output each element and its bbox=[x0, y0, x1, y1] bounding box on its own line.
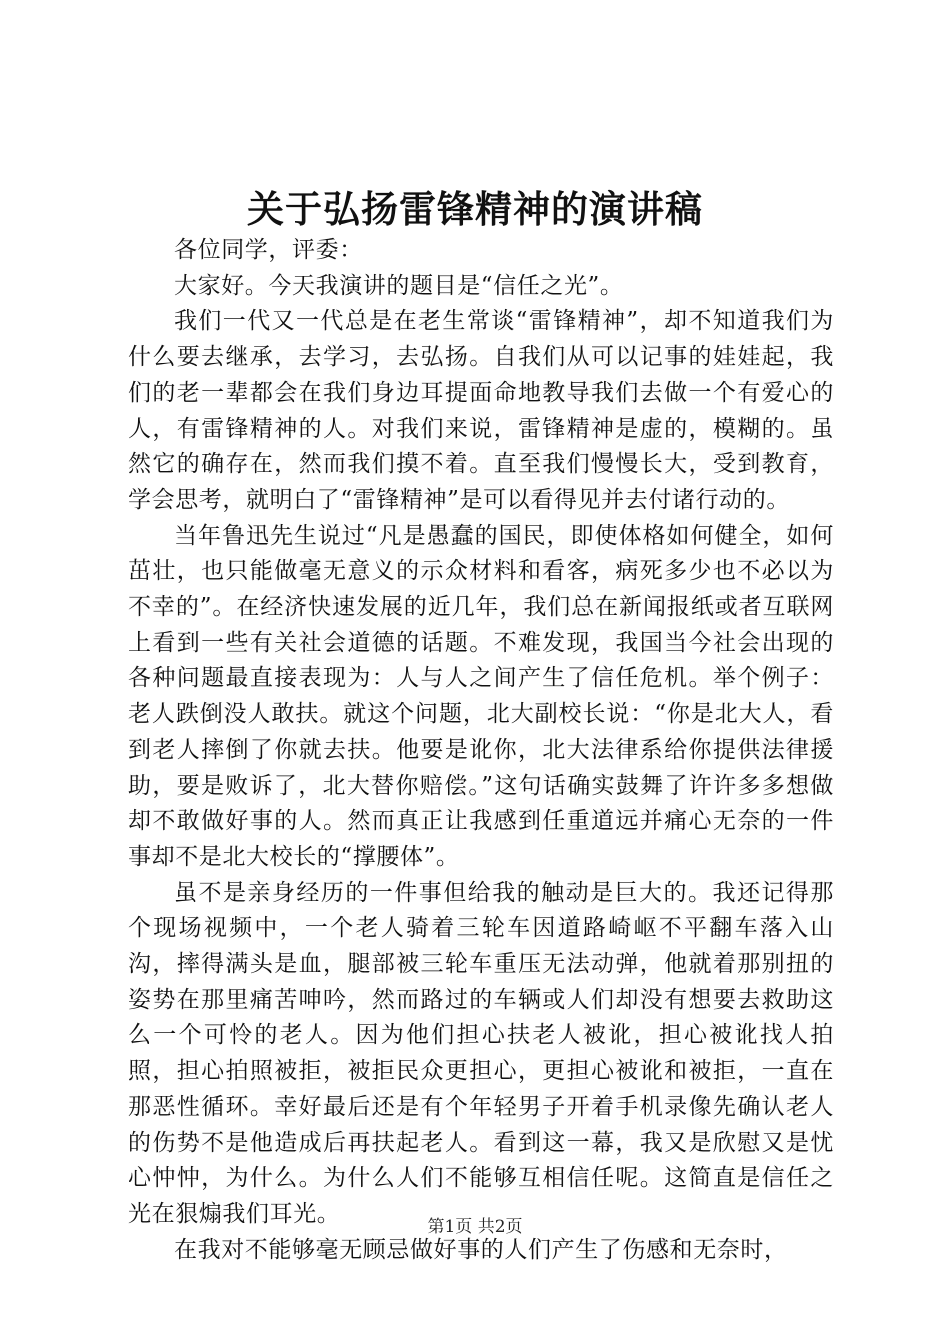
paragraph: 我们一代又一代总是在老生常谈“雷锋精神”，却不知道我们为什么要去继承，去学习，去弘扬。自我们从可以记事的娃娃起，我们的老一辈都会在我们身边耳提面命地教导我们去做一个有爱心的人，有雷锋精神的人。对我们来说，雷锋精神是虚的，模糊的。虽然它的确存在，然而我们摸不着。直至我们慢慢长大，受到教育，学会思考，就明白了“雷锋精神”是可以看得见并去付诸行动的。 bbox=[128, 308, 834, 513]
document-title: 关于弘扬雷锋精神的演讲稿 bbox=[247, 187, 703, 231]
paragraph: 在我对不能够毫无顾忌做好事的人们产生了伤感和无奈时， bbox=[174, 1236, 788, 1263]
paragraph: 虽不是亲身经历的一件事但给我的触动是巨大的。我还记得那个现场视频中，一个老人骑着三轮车因道路崎岖不平翻车落入山沟，摔得满头是血，腿部被三轮车重压无法动弹，他就着那别扭的姿势在那里痛苦呻吟，然而路过的车辆或人们却没有想要去救助这么一个可怜的老人。因为他们担心扶老人被讹，担心被讹找人拍照，担心拍照被拒，被拒民众更担心，更担心被讹和被拒，一直在那恶性循环。幸好最后还是有个年轻男子开着手机录像先确认老人的伤势不是他造成后再扶起老人。看到这一幕，我又是欣慰又是忧心忡忡，为什么。为什么人们不能够互相信任呢。这简直是信任之光在狠煽我们耳光。 bbox=[128, 879, 834, 1227]
paragraph: 当年鲁迅先生说过“凡是愚蠢的国民，即使体格如何健全，如何茁壮，也只能做毫无意义的示众材料和看客，病死多少也不必以为不幸的”。在经济快速发展的近几年，我们总在新闻报纸或者互联网上看到一些有关社会道德的话题。不难发现，我国当今社会出现的各种问题最直接表现为：人与人之间产生了信任危机。举个例子：老人跌倒没人敢扶。就这个问题，北大副校长说：“你是北大人，看到老人摔倒了你就去扶。他要是讹你，北大法律系给你提供法律援助，要是败诉了，北大替你赔偿。”这句话确实鼓舞了许许多多想做却不敢做好事的人。然而真正让我感到任重道远并痛心无奈的一件事却不是北大校长的“撑腰体”。 bbox=[128, 522, 834, 870]
paragraph-salutation: 各位同学，评委： bbox=[174, 237, 363, 263]
paragraph-greeting: 大家好。今天我演讲的题目是“信任之光”。 bbox=[174, 272, 624, 299]
page-footer: 第1页 共2页 bbox=[427, 1217, 523, 1237]
document-body bbox=[128, 233, 834, 1268]
